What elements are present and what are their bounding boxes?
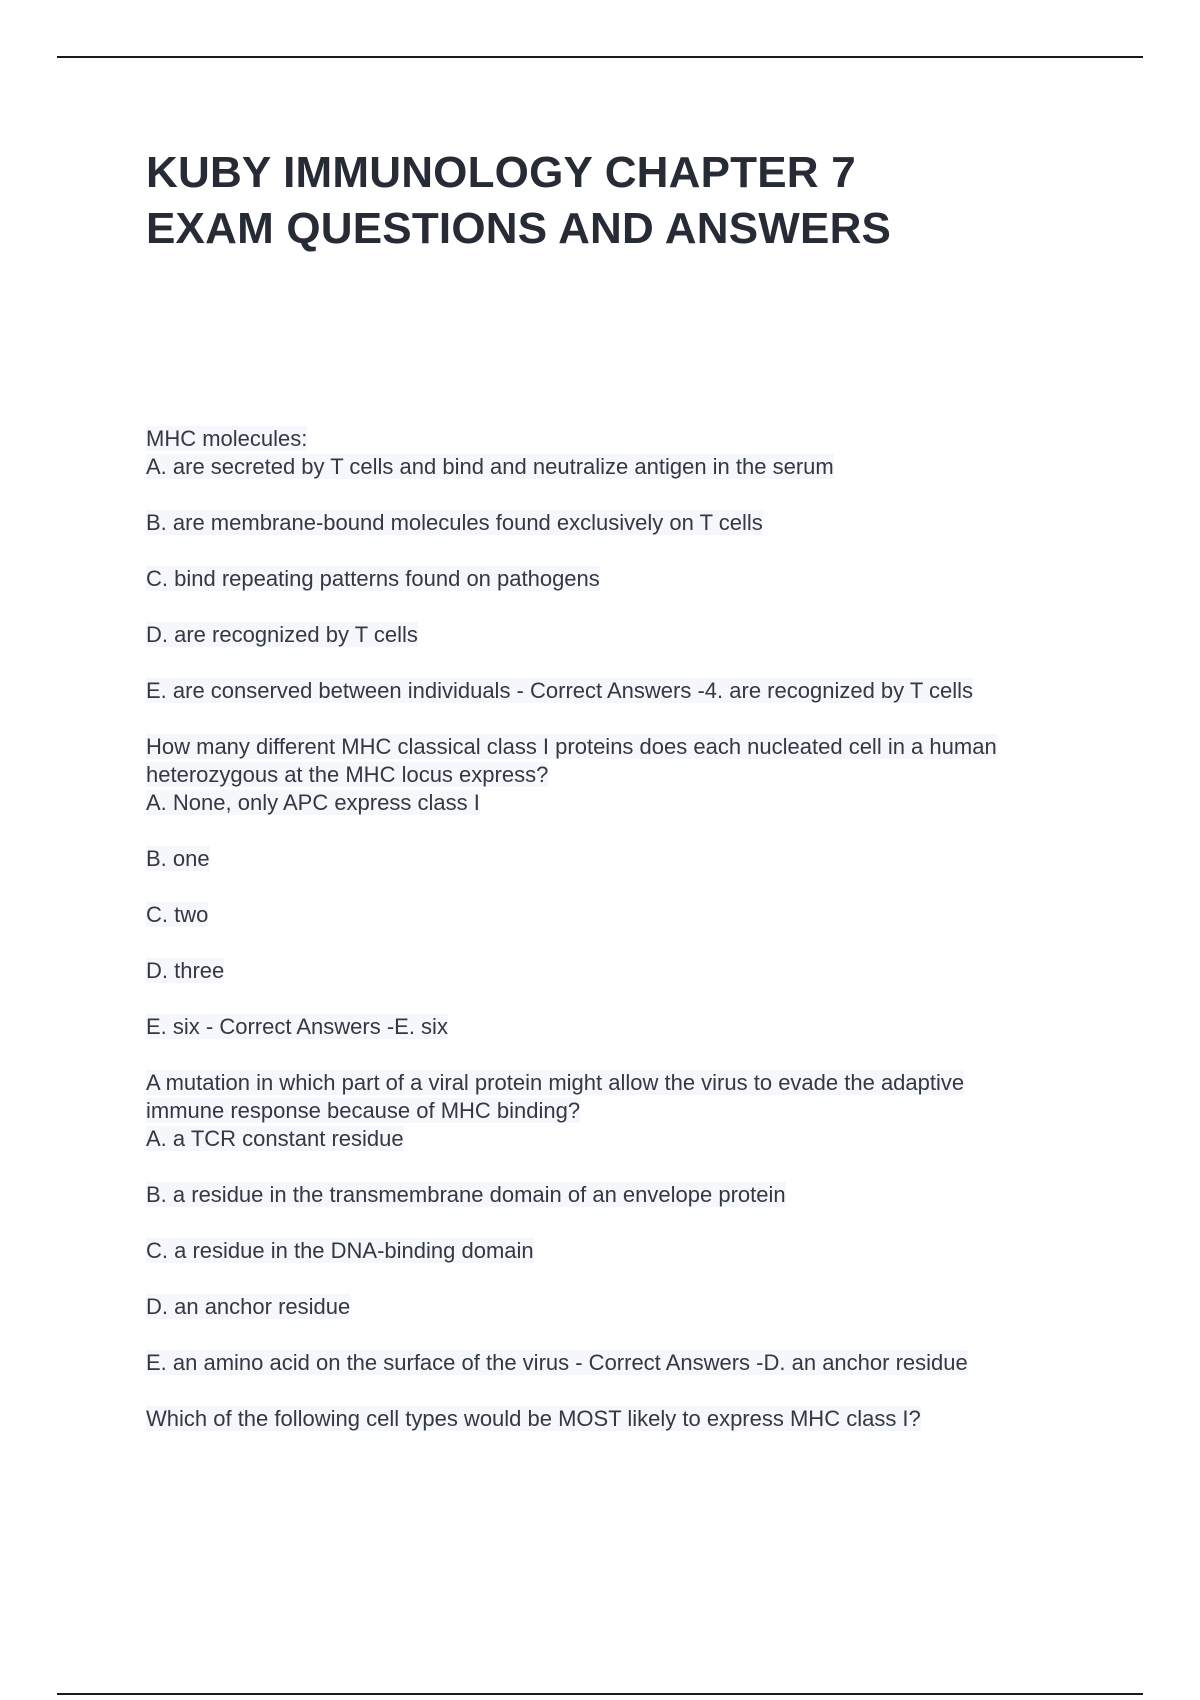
- answer-option: A. a TCR constant residue: [146, 1126, 404, 1151]
- answer-option: B. one: [146, 846, 210, 871]
- answer-option: A. are secreted by T cells and bind and neutralize antigen in the serum: [146, 454, 834, 479]
- question-block: [146, 733, 1096, 1041]
- question-block: [146, 1405, 1096, 1433]
- answer-option: C. bind repeating patterns found on pathogens: [146, 566, 600, 591]
- question-text: heterozygous at the MHC locus express?: [146, 762, 549, 787]
- question-block: [146, 1069, 1096, 1377]
- question-text: A mutation in which part of a viral protein might allow the virus to evade the adaptive: [146, 1070, 965, 1095]
- answer-option: D. an anchor residue: [146, 1294, 351, 1319]
- page-title: [146, 145, 1106, 257]
- question-text: MHC molecules:: [146, 426, 308, 451]
- title-line-2: EXAM QUESTIONS AND ANSWERS: [146, 204, 892, 253]
- correct-answer-line: E. an amino acid on the surface of the virus - Correct Answers -D. an anchor residue: [146, 1350, 968, 1375]
- question-list: [146, 425, 1096, 1433]
- question-text: How many different MHC classical class I proteins does each nucleated cell in a human: [146, 734, 997, 759]
- correct-answer-line: E. six - Correct Answers -E. six: [146, 1014, 448, 1039]
- footer-rule: [57, 1693, 1143, 1695]
- answer-option: B. a residue in the transmembrane domain of an envelope protein: [146, 1182, 786, 1207]
- answer-option: D. three: [146, 958, 225, 983]
- correct-answer-line: E. are conserved between individuals - Correct Answers -4. are recognized by T cells: [146, 678, 974, 703]
- answer-option: A. None, only APC express class I: [146, 790, 480, 815]
- question-text: Which of the following cell types would be MOST likely to express MHC class I?: [146, 1406, 921, 1431]
- answer-option: C. a residue in the DNA-binding domain: [146, 1238, 534, 1263]
- answer-option: B. are membrane-bound molecules found exclusively on T cells: [146, 510, 763, 535]
- answer-option: C. two: [146, 902, 209, 927]
- header-rule: [57, 56, 1143, 58]
- question-text: immune response because of MHC binding?: [146, 1098, 581, 1123]
- answer-option: D. are recognized by T cells: [146, 622, 418, 647]
- title-line-1: KUBY IMMUNOLOGY CHAPTER 7: [146, 148, 856, 197]
- question-block: [146, 425, 1096, 705]
